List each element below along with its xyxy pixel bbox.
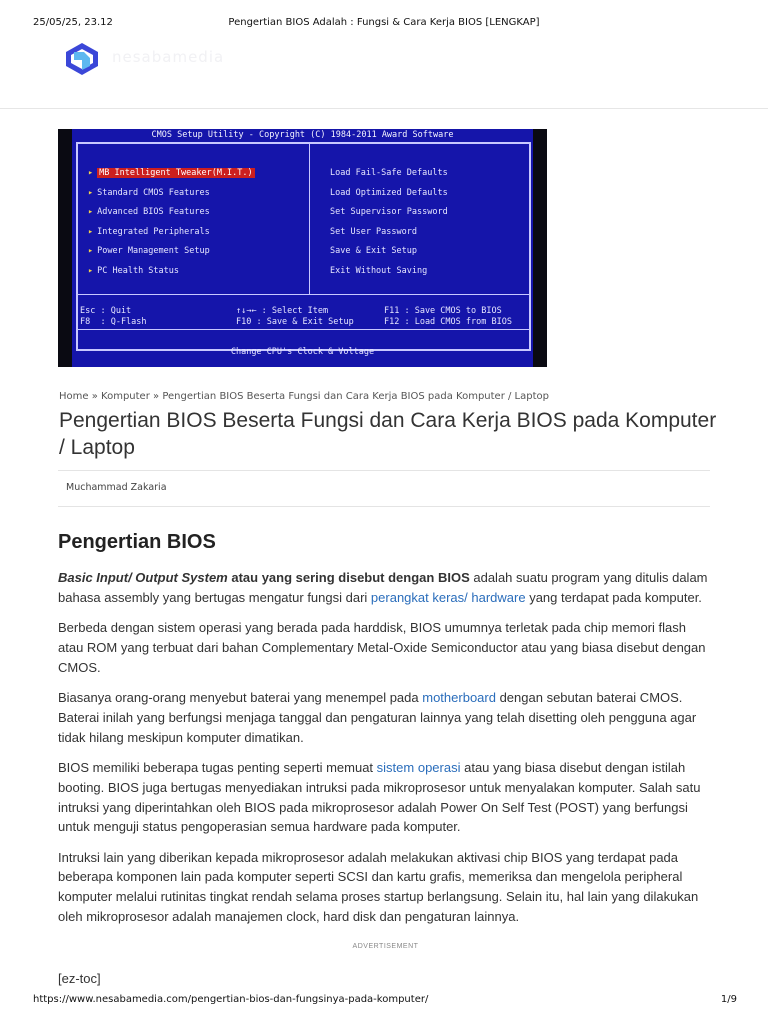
bios-menu-item: Save & Exit Setup [330, 246, 417, 257]
author-link[interactable]: Muchammad Zakaria [66, 482, 167, 493]
triangle-right-icon: ▸ [88, 226, 94, 237]
site-header [0, 38, 768, 109]
triangle-right-icon: ▸ [88, 265, 94, 276]
breadcrumb-category[interactable]: Komputer [101, 391, 150, 402]
post-title: Pengertian BIOS Beserta Fungsi dan Cara Kerja BIOS pada Komputer / Laptop [59, 409, 717, 459]
bios-menu-item: ▸ Standard CMOS Features [88, 187, 210, 198]
breadcrumb-current: Pengertian BIOS Beserta Fungsi dan Cara Kerja BIOS pada Komputer / Laptop [162, 391, 549, 402]
bios-title: CMOS Setup Utility - Copyright (C) 1984-2011 Award Software [151, 130, 454, 140]
paragraph: Basic Input/ Output System atau yang sering disebut dengan BIOS adalah suatu program yang ditulis dalam bahasa assembly yang bertugas mengatur fungsi dari perangkat keras/ hardware yang terdapat pada komputer. [58, 570, 708, 605]
bios-key-legend: F11 : Save CMOS to BIOS F12 : Load CMOS from BIOS [384, 306, 512, 327]
print-doc-title: Pengertian BIOS Adalah : Fungsi & Cara Kerja BIOS [LENGKAP] [228, 17, 540, 28]
paragraph: Intruksi lain yang diberikan kepada mikroprosesor adalah melakukan aktivasi chip BIOS yang terdapat pada beberapa komponen lain pada komputer seperti SCSI dan kartu grafis, memeriksa dan mengelola peripheral komputer melalui rutinitas tingkat rendah selama proses startup berlangsung. Selain itu, hal lain yang dilakukan oleh mikroprosesor adalah manajemen clock, hard disk dan pengaturan lainnya. [58, 849, 699, 924]
triangle-right-icon: ▸ [88, 246, 94, 257]
site-logo[interactable] [64, 42, 100, 76]
bios-menu-item: ▸ Power Management Setup [88, 246, 210, 257]
bios-screen [72, 129, 533, 367]
paragraph: BIOS memiliki beberapa tugas penting seperti memuat sistem operasi atau yang biasa disebut dengan istilah booting. BIOS juga bertugas menyediakan intruksi pada mikroprosesor untuk menyalakan komputer. Salah satu intruksi yang diperintahkan oleh BIOS pada mikroprosesor adalah Power On Self Test (POST) yang berfungsi untuk menguji status pengoperasian semua hardware pada komputer. [58, 760, 701, 835]
bios-menu-item: ▸ Integrated Peripherals [88, 226, 210, 237]
print-header [0, 17, 768, 31]
print-url: https://www.nesabamedia.com/pengertian-bios-dan-fungsinya-pada-komputer/ [33, 994, 429, 1005]
divider [58, 506, 710, 507]
advertisement-label: ADVERTISEMENT [352, 943, 419, 951]
breadcrumb-separator: » [91, 391, 98, 402]
print-page-number: 1/9 [720, 994, 737, 1005]
hero-image [58, 129, 547, 367]
bios-divider [76, 294, 531, 295]
site-logo-text: nesabamedia [112, 48, 225, 66]
triangle-right-icon: ▸ [88, 207, 94, 218]
bios-menu-item: Load Fail-Safe Defaults [330, 168, 448, 178]
bios-menu-item: Set Supervisor Password [330, 207, 448, 218]
bold-text: Basic Input/ Output System atau yang sering disebut dengan BIOS [58, 570, 470, 585]
triangle-right-icon: ▸ [88, 168, 94, 178]
divider [58, 470, 710, 471]
bios-menu-item: Exit Without Saving [330, 265, 428, 276]
bios-menu-item: ▸ MB Intelligent Tweaker(M.I.T.) [88, 168, 253, 178]
breadcrumb-separator: » [153, 391, 160, 402]
article-body [58, 528, 713, 1000]
bios-menu-item: Set User Password [330, 226, 417, 237]
bios-key-legend: ↑↓→← : Select Item F10 : Save & Exit Setup [236, 306, 354, 327]
bios-menu-item: ▸ PC Health Status [88, 265, 180, 276]
bios-menu-item: Load Optimized Defaults [330, 187, 448, 198]
bios-divider [309, 142, 310, 294]
bios-left-menu [88, 167, 255, 285]
nesabamedia-logo-icon [64, 42, 100, 76]
bios-divider [76, 329, 531, 330]
triangle-right-icon: ▸ [88, 187, 94, 198]
bios-right-menu [330, 167, 448, 285]
operating-system-link[interactable]: sistem operasi [376, 760, 461, 776]
print-datetime: 25/05/25, 23.12 [33, 17, 113, 28]
hardware-link[interactable]: perangkat keras/ hardware [370, 589, 526, 605]
toc-shortcode: [ez-toc] [58, 971, 101, 987]
motherboard-link[interactable]: motherboard [422, 690, 496, 706]
bios-key-legend: Esc : Quit F8 : Q-Flash [80, 306, 147, 327]
breadcrumb [59, 391, 549, 402]
bios-menu-item: ▸ Advanced BIOS Features [88, 207, 210, 218]
section-heading: Pengertian BIOS [58, 531, 216, 553]
paragraph: Berbeda dengan sistem operasi yang berada pada harddisk, BIOS umumnya terletak pada chip memori flash atau ROM yang terbuat dari bahan Complementary Metal-Oxide Semiconductor atau yang biasa disebut dengan CMOS. [58, 620, 706, 675]
bios-hint: Change CPU's Clock & Voltage [230, 347, 375, 357]
paragraph: Biasanya orang-orang menyebut baterai yang menempel pada motherboard dengan sebutan baterai CMOS. Baterai inilah yang berfungsi menjaga tanggal dan pengaturan lainnya yang telah disetting oleh pengguna agar tidak hilang meskipun komputer dimatikan. [58, 690, 697, 745]
breadcrumb-home[interactable]: Home [59, 391, 89, 402]
term-text: Basic Input/ Output System [58, 570, 228, 585]
